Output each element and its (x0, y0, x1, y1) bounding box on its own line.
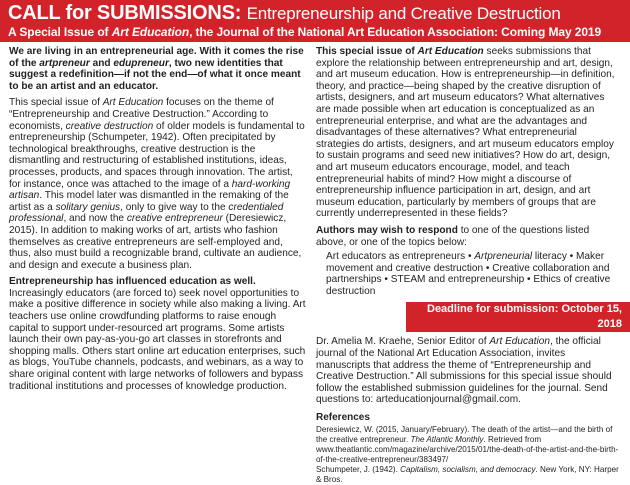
text-run: Capitalism, socialism, and democracy (400, 464, 536, 474)
text-run: . Retrieved from www.theatlantic.com/magazine/archive/2015/01/the-death-of-the-artist-and-the-birth-of-the-creative-entrepreneur/383497/ (316, 434, 619, 464)
text-run: focuses on the theme of “Entrepreneurship and Creative Destruction.” According to economists, (9, 97, 274, 132)
theme-paragraph (9, 97, 306, 271)
text-run: , only to give way to the (120, 201, 226, 213)
reference-item (316, 465, 620, 485)
text-run: (Deresiewicz, 2015). In addition to making works of art, artists who fashion themselves as creative entrepreneurs are self-employed and, thus, also must build a recognizable brand, cultivate an audience, and design and execute a business plan. (9, 213, 302, 271)
references-heading: References (316, 412, 370, 424)
text-run: Artpreneurial (474, 251, 533, 263)
text-run: creative destruction (65, 120, 154, 132)
education-paragraph (9, 276, 306, 392)
text-run: Art educators as entrepreneurs • (326, 251, 472, 263)
text-run: seeks submissions that explore the relationship between entrepreneurship and art, design, and art museum education. How is entrepreneurship—in definition, theory, and practice—being shaped by the creative disruption of artists, designers, and art museum educators? What alternatives are made possible when art education is conceptualized as an entrepreneurial enterprise, and what are the advantages and disadvantages of these alternatives? What entrepreneurial strategies do artists, designers, and art museum educators employ to sustain programs and seed new initiatives? How do art, design, and art museum educators encourage, model, and teach entrepreneurial habits of mind? How might a discourse of entrepreneurship influence participation in art, design, and art museum education, particularly by members of groups that are currently underrepresented in these fields? (316, 46, 615, 220)
text-run: Authors may wish to respond (316, 224, 458, 236)
subtitle-part: A Special Issue of (8, 25, 109, 39)
deadline-banner: Deadline for submission: October 15, 2018 (406, 302, 630, 332)
text-run: Deresiewicz, W. (2015, January/February). The death of the artist—and the birth of the creative entrepreneur. (316, 424, 613, 444)
text-run: . New York, NY: Harper & Bros. (316, 464, 619, 484)
text-run: We are living in an entrepreneurial age. With it comes the rise of the (9, 46, 304, 69)
text-run: artpreneur (39, 57, 90, 69)
text-run: Entrepreneurship has influenced education as well. (9, 276, 256, 288)
page-title (8, 2, 630, 25)
header-banner (0, 0, 630, 42)
text-run: The Atlantic Monthly (410, 434, 484, 444)
text-run: This special issue of (9, 97, 100, 109)
title-theme: Entrepreneurship and Creative Destruction (246, 4, 561, 23)
subtitle-part: , the Journal of the National Art Education Association: Coming May 2019 (189, 25, 602, 39)
text-run: literacy • Maker movement and creative destruction • Creative collaboration and partnerships • STEAM and entrepreneurship • Ethics of creative destruction (326, 251, 611, 297)
text-run: edupreneur (113, 57, 169, 69)
text-run: . This model later was dismantled in the remaking of the artist as a (9, 190, 289, 213)
text-run: solitary genius (55, 201, 121, 213)
text-run: , the official journal of the National Art Education Association, invites manuscripts that address the theme of “Entrepreneurship and Creative Destruction.” All submissions for this special issue should follow the established submission guidelines for the journal. Send questions to: arteducationjournal@gmail.com. (316, 336, 612, 406)
editor-paragraph (316, 336, 620, 406)
text-run: Art Education (102, 97, 164, 109)
text-run: , and now the (63, 213, 125, 225)
text-run: creative entrepreneur (126, 213, 223, 225)
title-call-label: CALL for SUBMISSIONS: (8, 2, 242, 24)
text-run: of older models is fundamental to entrepreneurship (Schumpeter, 1942). Often precipitated by technological breakthroughs, creative destruction is the dismantling and restructuring of established institutions, ideas, processes, products, and spaces through innovation. The artist, for instance, once was attached to the image of a (9, 120, 305, 190)
topics-list (326, 251, 620, 297)
respond-paragraph (316, 225, 620, 248)
text-run: , two new identities that suggest a redefinition—if not the end—of what it once meant to be an artist and an educator. (9, 57, 301, 92)
text-run: This special issue of (316, 46, 415, 57)
page-subtitle (8, 25, 630, 40)
text-run: Dr. Amelia M. Kraehe, Senior Editor of (316, 336, 487, 348)
text-run: Art Education (489, 336, 550, 348)
text-run: hard-working artisan (9, 178, 291, 202)
reference-item (316, 425, 620, 465)
text-run: Increasingly educators (are forced to) seek novel opportunities to make a positive difference in society while also making a living. Art teachers use online crowdfunding platforms to raise enough capital to support under-resourced art programs. Some artists launch their own pay-as-you-go art classes in storefronts and shopping malls. Others start online art education enterprises, such as blogs, YouTube channels, podcasts, and webinars, as a way to share original content with large networks of followers and bypass traditional institutions and processes of knowledge production. (9, 287, 306, 392)
text-run: Schumpeter, J. (1942). (316, 464, 398, 474)
scope-paragraph (316, 46, 620, 220)
subtitle-journal: Art Education (111, 25, 190, 39)
text-run: Art Education (417, 46, 484, 57)
right-column (316, 46, 620, 485)
text-run: to one of the questions listed above, or one of the topics below: (316, 224, 590, 248)
text-run: credentialed professional (9, 201, 284, 225)
left-column (9, 46, 306, 397)
text-run: and (92, 57, 111, 69)
intro-paragraph (9, 46, 306, 92)
